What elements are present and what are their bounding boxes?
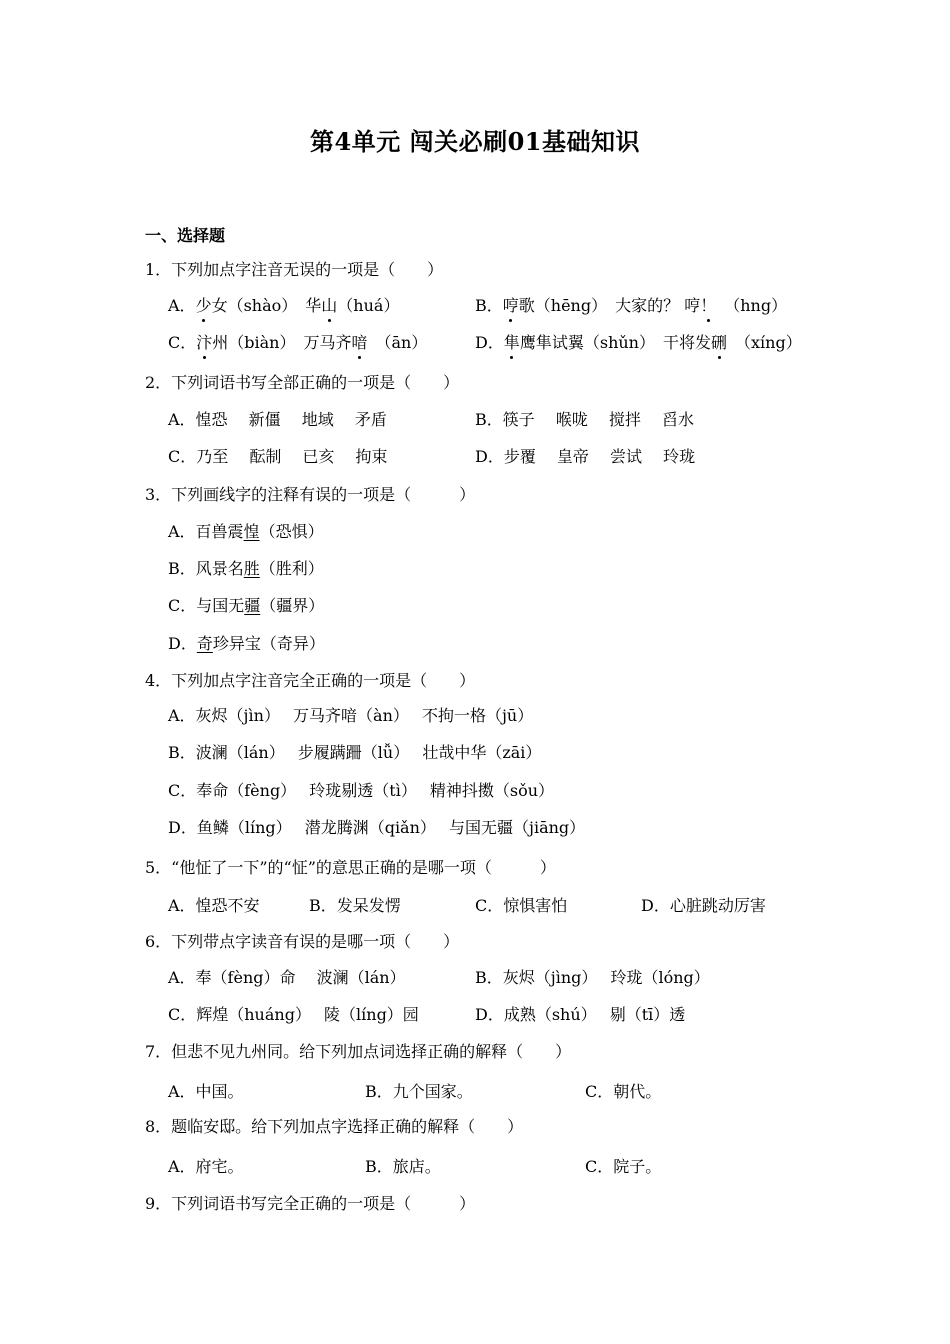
q5-option-a: A．惶恐不安 [168,896,260,915]
q2-option-d: D．步覆 皇帝 尝试 玲珑 [475,447,696,466]
q2-option-b: B．筷子 喉咙 搅拌 舀水 [475,410,695,429]
q1-option-a: A．少女（shào） 华山（huá） [168,296,400,315]
q2-option-c: C．乃至 酝制 已亥 拘束 [168,447,388,466]
q8-option-a: A．府宅。 [168,1157,244,1176]
q6-option-d: D．成熟（shú） 剔（tī）透 [475,1005,686,1024]
q3-option-b: B．风景名胜（胜利） [168,559,324,578]
q7-option-c: C．朝代。 [585,1082,662,1101]
section-heading: 一、选择题 [145,226,226,245]
q1-option-b: B．哼歌（hēng） 大家的？ 哼！ （hng） [475,296,788,315]
q7-option-a: A．中国。 [168,1082,244,1101]
q6-option-a: A．奉（fèng）命 波澜（lán） [168,968,406,987]
q3-option-d: D．奇珍异宝（奇异） [168,634,325,653]
q6-option-c: C．辉煌（huáng） 陵（líng）园 [168,1005,419,1024]
question-2-stem: 2．下列词语书写全部正确的一项是（ ） [145,373,460,392]
question-8-stem: 8．题临安邸。给下列加点字选择正确的解释（ ） [145,1117,524,1136]
q8-option-b: B．旅店。 [365,1157,441,1176]
question-4-stem: 4．下列加点字注音完全正确的一项是（ ） [145,671,476,690]
q3-option-a: A．百兽震惶（恐惧） [168,522,324,541]
q1-option-d: D．隼鹰隼试翼（shǔn） 干将发硎 （xíng） [475,333,802,352]
q5-option-d: D．心脏跳动厉害 [641,896,766,915]
q4-option-c: C．奉命（fèng） 玲珑剔透（tì） 精神抖擞（sǒu） [168,781,555,800]
q4-option-b: B．波澜（lán） 步履蹒跚（lǚ） 壮哉中华（zāi） [168,743,542,762]
q4-option-d: D．鱼鳞（líng） 潜龙腾渊（qiǎn） 与国无疆（jiāng） [168,818,586,837]
q7-option-b: B．九个国家。 [365,1082,473,1101]
question-5-stem: 5．“他怔了一下”的“怔”的意思正确的是哪一项（ ） [145,858,556,877]
question-3-stem: 3．下列画线字的注释有误的一项是（ ） [145,485,476,504]
q5-option-b: B．发呆发愣 [309,896,401,915]
q8-option-c: C．院子。 [585,1157,662,1176]
q2-option-a: A．惶恐 新僵 地域 矛盾 [168,410,387,429]
question-1-stem: 1．下列加点字注音无误的一项是（ ） [145,260,444,279]
q4-option-a: A．灰烬（jìn） 万马齐喑（àn） 不拘一格（jū） [168,706,534,725]
page-title: 第4单元 闯关必刷01基础知识 [310,127,640,156]
q6-option-b: B．灰烬（jìng） 玲珑（lóng） [475,968,710,987]
q5-option-c: C．惊惧害怕 [475,896,568,915]
question-7-stem: 7．但悲不见九州同。给下列加点词选择正确的解释（ ） [145,1042,572,1061]
q3-option-c: C．与国无疆（疆界） [168,596,325,615]
q1-option-c: C．汴州（biàn） 万马齐喑 （ān） [168,333,428,352]
question-9-stem: 9．下列词语书写完全正确的一项是（ ） [145,1194,476,1213]
question-6-stem: 6．下列带点字读音有误的是哪一项（ ） [145,932,460,951]
